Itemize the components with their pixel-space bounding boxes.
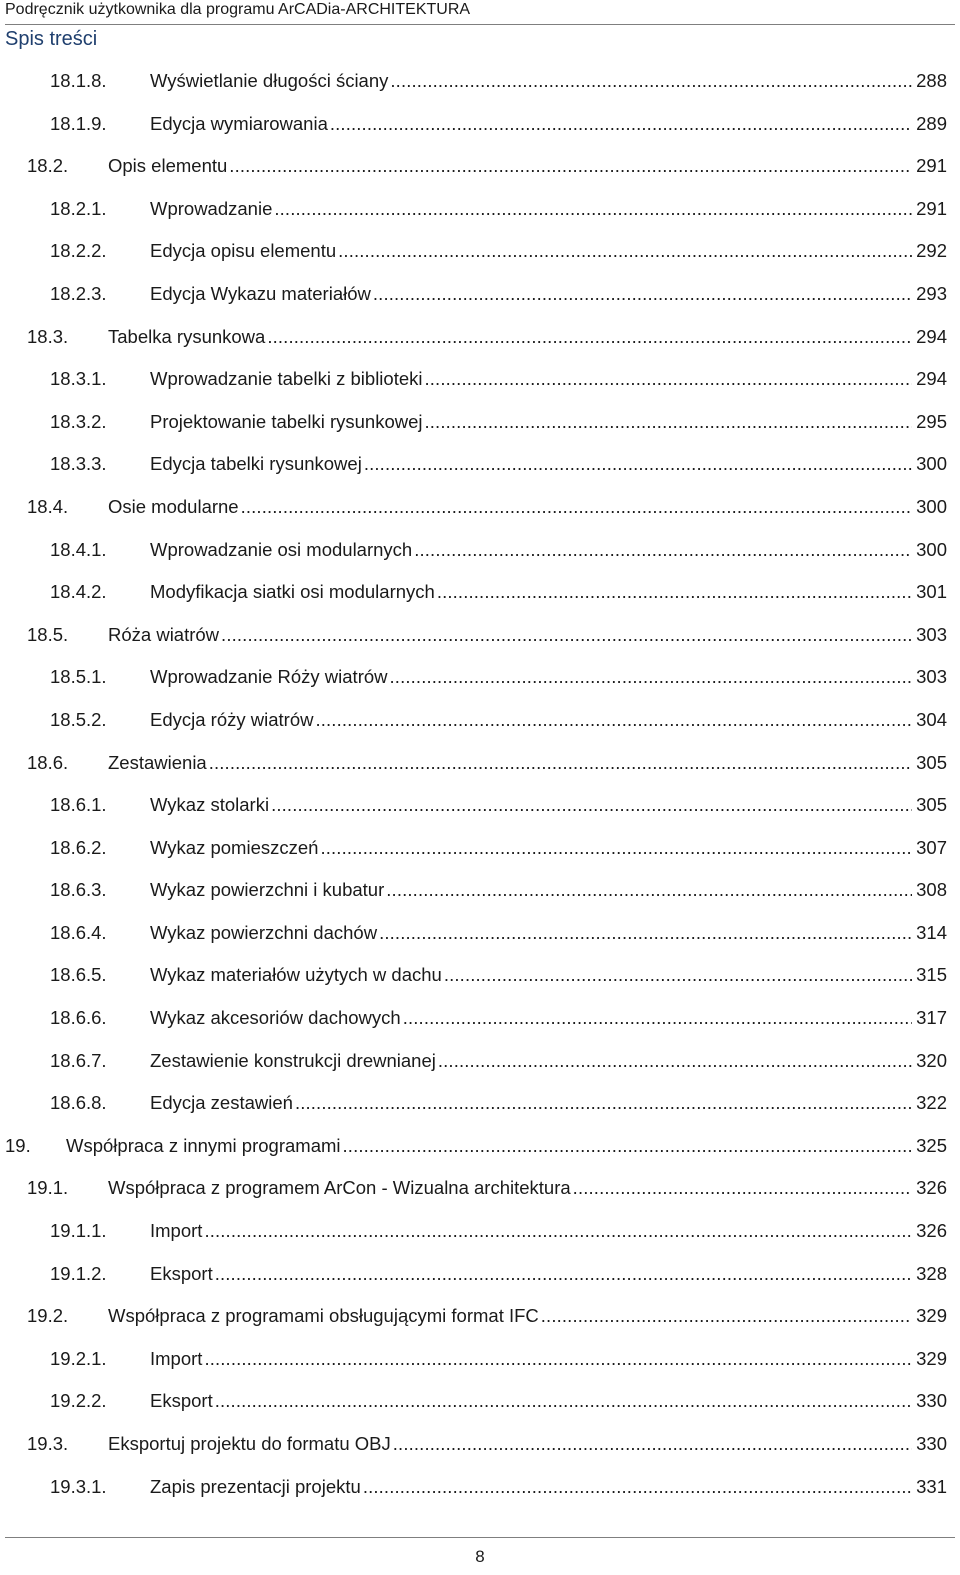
dot-leader (364, 443, 912, 486)
toc-entry-line (150, 358, 947, 401)
toc-entry-title: Róża wiatrów (108, 623, 220, 645)
toc-entry[interactable] (0, 1253, 960, 1296)
toc-entry-line (150, 954, 947, 997)
toc-entry-page: 291 (916, 155, 947, 177)
toc-entry-page: 330 (916, 1433, 947, 1454)
toc-entry-number: 18.4.2. (50, 581, 107, 603)
toc-entry-number: 18.6.2. (50, 836, 107, 858)
dot-leader (330, 103, 912, 146)
toc-entry-number: 19.1.2. (50, 1262, 107, 1284)
toc-entry-page: 304 (916, 708, 947, 730)
dot-leader (437, 571, 912, 614)
dot-leader (229, 145, 912, 188)
toc-entry-number: 18.6.3. (50, 879, 107, 901)
toc-entry-number: 19.2.1. (50, 1347, 107, 1369)
toc-entry[interactable] (0, 912, 960, 955)
toc-entry-line (150, 1466, 947, 1509)
dot-leader (271, 784, 912, 827)
toc-entry[interactable] (0, 869, 960, 912)
toc-entry-line (150, 103, 947, 146)
toc-entry-number: 19.3. (27, 1433, 69, 1454)
toc-entry[interactable] (0, 1040, 960, 1083)
toc-entry-line (150, 1338, 947, 1381)
dot-leader (393, 1423, 912, 1466)
toc-entry[interactable] (0, 1423, 960, 1466)
toc-entry-number: 19.2. (27, 1305, 69, 1327)
dot-leader (204, 1210, 912, 1253)
toc-entry-title: Współpraca z programami obsługującymi format IFC (108, 1305, 539, 1327)
toc-entry-number: 18.4. (27, 495, 69, 517)
toc-entry-number: 18.3. (27, 325, 69, 347)
toc-entry-page: 301 (916, 581, 947, 603)
toc-entry[interactable] (0, 1082, 960, 1125)
toc-entry-line (150, 997, 947, 1040)
toc-entry[interactable] (0, 60, 960, 103)
toc-entry[interactable] (0, 699, 960, 742)
toc-entry-page: 300 (916, 495, 947, 517)
toc-entry-number: 18.1.8. (50, 70, 107, 91)
toc-entry-line (150, 443, 947, 486)
toc-entry-number: 18.6.6. (50, 1007, 107, 1029)
toc-entry-line (108, 742, 947, 785)
toc-entry-title: Wprowadzanie osi modularnych (150, 538, 413, 560)
toc-entry-title: Wyświetlanie długości ściany (150, 70, 389, 91)
toc-entry-title: Projektowanie tabelki rysunkowej (150, 410, 423, 432)
toc-entry-line (108, 614, 947, 657)
toc-entry-page: 291 (916, 197, 947, 219)
dot-leader (386, 869, 912, 912)
toc-entry-title: Edycja wymiarowania (150, 112, 328, 134)
toc-entry-page: 300 (916, 538, 947, 560)
toc-entry-title: Eksport (150, 1390, 213, 1412)
toc-entry-title: Opis elementu (108, 155, 228, 177)
toc-entry[interactable] (0, 571, 960, 614)
toc-entry[interactable] (0, 358, 960, 401)
toc-entry-title: Wprowadzanie Róży wiatrów (150, 666, 388, 688)
toc-entry-title: Zapis prezentacji projektu (150, 1475, 361, 1497)
toc-entry-page: 329 (916, 1305, 947, 1327)
toc-entry-title: Wprowadzanie tabelki z biblioteki (150, 368, 423, 390)
toc-entry-page: 315 (916, 964, 947, 986)
toc-entry-title: Wykaz stolarki (150, 794, 270, 816)
toc-entry-title: Zestawienia (108, 751, 207, 773)
toc-entry-number: 18.6.1. (50, 794, 107, 816)
toc-entry[interactable] (0, 784, 960, 827)
toc-entry-page: 295 (916, 410, 947, 432)
toc-entry[interactable] (0, 1466, 960, 1509)
toc-entry-page: 305 (916, 794, 947, 816)
toc-entry-page: 326 (916, 1220, 947, 1242)
toc-entry[interactable] (0, 1125, 960, 1168)
dot-leader (215, 1380, 912, 1423)
toc-entry-number: 19.2.2. (50, 1390, 107, 1412)
toc-entry-number: 18.6.7. (50, 1049, 107, 1071)
dot-leader (338, 230, 912, 273)
toc-entry-number: 18.5.1. (50, 666, 107, 688)
toc-entry-title: Wykaz pomieszczeń (150, 836, 319, 858)
toc-heading: Spis treści (5, 28, 98, 50)
toc-entry[interactable] (0, 401, 960, 444)
toc-entry[interactable] (0, 230, 960, 273)
toc-entry-line (150, 1082, 947, 1125)
dot-leader (414, 529, 912, 572)
toc-entry-page: 314 (916, 921, 947, 943)
dot-leader (267, 316, 912, 359)
toc-entry-line (150, 656, 947, 699)
toc-entry-title: Import (150, 1347, 203, 1369)
dot-leader (215, 1253, 912, 1296)
toc-entry-title: Wykaz powierzchni i kubatur (150, 879, 385, 901)
toc-entry-title: Wprowadzanie (150, 197, 273, 219)
dot-leader (373, 273, 912, 316)
toc-entry-line (150, 1380, 947, 1423)
toc-entry-number: 19.1. (27, 1177, 69, 1199)
toc-entry-number: 19.3.1. (50, 1475, 107, 1497)
dot-leader (390, 60, 912, 103)
toc-entry-page: 317 (916, 1007, 947, 1029)
toc-entry-page: 300 (916, 453, 947, 475)
toc-entry-title: Edycja tabelki rysunkowej (150, 453, 362, 475)
toc-entry-line (150, 60, 947, 103)
dot-leader (444, 954, 912, 997)
page-number: 8 (475, 1547, 485, 1566)
toc-entry-line (150, 401, 947, 444)
toc-entry-number: 18.2.2. (50, 240, 107, 262)
toc-entry[interactable] (0, 486, 960, 529)
footer-divider (5, 1537, 955, 1538)
toc-entry[interactable] (0, 997, 960, 1040)
toc-entry-line (150, 1210, 947, 1253)
toc-entry-page: 294 (916, 325, 947, 347)
toc-entry-page: 328 (916, 1262, 947, 1284)
toc-entry-line (150, 1040, 947, 1083)
toc-entry-page: 322 (916, 1092, 947, 1114)
toc-entry-line (150, 912, 947, 955)
toc-entry-number: 18.5.2. (50, 708, 107, 730)
toc-entry[interactable] (0, 316, 960, 359)
toc-entry-title: Tabelka rysunkowa (108, 325, 266, 347)
toc-entry-page: 305 (916, 751, 947, 773)
toc-entry-number: 18.3.2. (50, 410, 107, 432)
toc-entry[interactable] (0, 656, 960, 699)
toc-entry-line (66, 1125, 947, 1168)
toc-entry-page: 293 (916, 282, 947, 304)
toc-entry-number: 19. (5, 1134, 31, 1156)
dot-leader (390, 656, 913, 699)
toc-entry-title: Wykaz materiałów użytych w dachu (150, 964, 442, 986)
toc-entry-title: Modyfikacja siatki osi modularnych (150, 581, 435, 603)
table-of-contents (0, 60, 960, 1508)
toc-entry[interactable] (0, 1380, 960, 1423)
toc-entry-title: Edycja Wykazu materiałów (150, 282, 371, 304)
toc-entry[interactable] (0, 103, 960, 146)
toc-entry-line (150, 230, 947, 273)
toc-entry[interactable] (0, 614, 960, 657)
toc-entry-page: 325 (916, 1134, 947, 1156)
toc-entry-line (108, 316, 947, 359)
toc-entry[interactable] (0, 1210, 960, 1253)
toc-entry-line (150, 699, 947, 742)
toc-entry-number: 18.5. (27, 623, 69, 645)
toc-entry-title: Współpraca z programem ArCon - Wizualna architektura (108, 1177, 571, 1199)
toc-entry-page: 294 (916, 368, 947, 390)
toc-entry-page: 292 (916, 240, 947, 262)
dot-leader (403, 997, 912, 1040)
dot-leader (379, 912, 912, 955)
dot-leader (204, 1338, 912, 1381)
toc-entry[interactable] (0, 188, 960, 231)
toc-entry-line (150, 827, 947, 870)
toc-entry-title: Wykaz powierzchni dachów (150, 921, 378, 943)
toc-entry-title: Import (150, 1220, 203, 1242)
toc-entry-number: 18.2.3. (50, 282, 107, 304)
toc-entry-page: 331 (916, 1475, 947, 1497)
toc-entry[interactable] (0, 954, 960, 997)
dot-leader (363, 1466, 912, 1509)
toc-entry-line (150, 188, 947, 231)
toc-entry-line (150, 571, 947, 614)
toc-entry[interactable] (0, 1338, 960, 1381)
toc-entry-page: 289 (916, 112, 947, 134)
toc-entry-number: 18.3.1. (50, 368, 107, 390)
toc-entry-number: 18.6. (27, 751, 69, 773)
dot-leader (320, 827, 912, 870)
dot-leader (241, 486, 913, 529)
document-title: Podręcznik użytkownika dla programu ArCADia-ARCHITEKTURA (5, 1, 471, 18)
toc-entry-number: 18.2. (27, 155, 69, 177)
toc-entry-page: 326 (916, 1177, 947, 1199)
toc-entry-line (108, 145, 947, 188)
toc-entry-title: Edycja opisu elementu (150, 240, 337, 262)
dot-leader (274, 188, 912, 231)
dot-leader (573, 1167, 912, 1210)
toc-entry-title: Wykaz akcesoriów dachowych (150, 1007, 401, 1029)
dot-leader (295, 1082, 912, 1125)
toc-entry[interactable] (0, 529, 960, 572)
dot-leader (425, 358, 913, 401)
toc-entry-number: 19.1.1. (50, 1220, 107, 1242)
toc-entry-page: 307 (916, 836, 947, 858)
dot-leader (541, 1295, 912, 1338)
page-header (5, 0, 955, 25)
dot-leader (221, 614, 912, 657)
toc-entry[interactable] (0, 145, 960, 188)
toc-entry-line (108, 1167, 947, 1210)
toc-entry-page: 303 (916, 666, 947, 688)
toc-entry-line (108, 486, 947, 529)
toc-entry-line (150, 869, 947, 912)
toc-entry-title: Eksportuj projektu do formatu OBJ (108, 1433, 391, 1454)
toc-entry[interactable] (0, 742, 960, 785)
dot-leader (425, 401, 913, 444)
toc-entry-page: 330 (916, 1390, 947, 1412)
toc-entry-title: Współpraca z innymi programami (66, 1134, 341, 1156)
toc-entry-page: 288 (916, 70, 947, 91)
toc-entry-line (108, 1423, 947, 1466)
toc-entry-title: Eksport (150, 1262, 213, 1284)
toc-entry[interactable] (0, 1167, 960, 1210)
toc-entry-page: 303 (916, 623, 947, 645)
toc-entry-number: 18.4.1. (50, 538, 107, 560)
toc-entry[interactable] (0, 1295, 960, 1338)
dot-leader (438, 1040, 912, 1083)
toc-entry-number: 18.2.1. (50, 197, 107, 219)
toc-entry-title: Edycja zestawień (150, 1092, 293, 1114)
toc-entry-number: 18.6.8. (50, 1092, 107, 1114)
toc-entry-line (150, 273, 947, 316)
toc-entry-line (150, 529, 947, 572)
toc-entry-number: 18.6.5. (50, 964, 107, 986)
toc-entry-line (108, 1295, 947, 1338)
toc-entry-page: 320 (916, 1049, 947, 1071)
toc-entry-line (150, 784, 947, 827)
toc-entry[interactable] (0, 827, 960, 870)
dot-leader (209, 742, 912, 785)
toc-entry[interactable] (0, 443, 960, 486)
toc-entry[interactable] (0, 273, 960, 316)
toc-entry-title: Zestawienie konstrukcji drewnianej (150, 1049, 436, 1071)
toc-entry-number: 18.6.4. (50, 921, 107, 943)
dot-leader (315, 699, 912, 742)
toc-entry-page: 308 (916, 879, 947, 901)
dot-leader (343, 1125, 913, 1168)
toc-entry-title: Edycja róży wiatrów (150, 708, 314, 730)
toc-entry-number: 18.3.3. (50, 453, 107, 475)
toc-entry-title: Osie modularne (108, 495, 239, 517)
toc-entry-line (150, 1253, 947, 1296)
toc-entry-page: 329 (916, 1347, 947, 1369)
toc-entry-number: 18.1.9. (50, 112, 107, 134)
